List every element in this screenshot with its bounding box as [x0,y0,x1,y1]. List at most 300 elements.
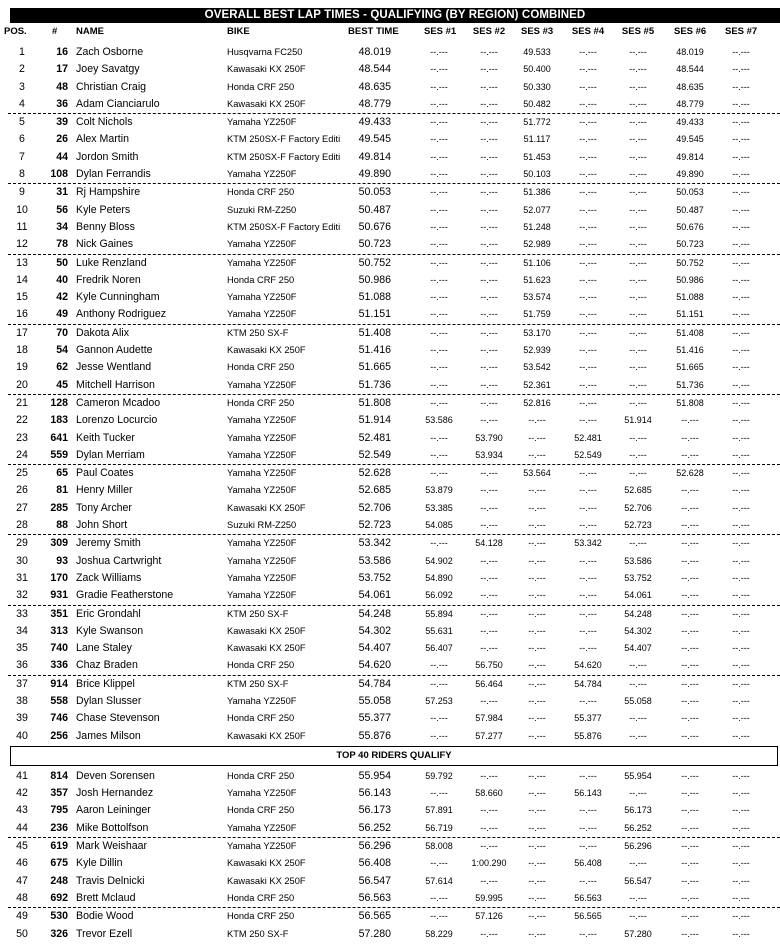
rider-number-cell: 62 [56,361,68,374]
results-table [0,44,780,943]
table-row [0,838,780,855]
session-3-cell: --.--- [528,520,546,531]
session-5-cell: 54.061 [624,590,652,601]
session-7-cell: --.--- [732,239,750,250]
bike-cell: Yamaha YZ250F [227,555,297,566]
rider-name-cell: Kyle Peters [76,203,131,216]
session-2-cell: --.--- [480,117,498,128]
position-cell: 20 [16,378,28,391]
session-1-cell: 56.092 [425,590,453,601]
session-5-cell: --.--- [629,187,647,198]
session-7-cell: --.--- [732,841,750,852]
session-6-cell: 48.544 [676,64,704,75]
session-5-cell: 57.280 [624,928,652,939]
session-3-cell: --.--- [528,805,546,816]
session-6-cell: --.--- [681,660,699,671]
rider-number-cell: 40 [56,273,68,286]
session-2-cell: 54.128 [475,538,503,549]
session-6-cell: --.--- [681,432,699,443]
rider-number-cell: 44 [56,150,68,163]
session-7-cell: --.--- [732,608,750,619]
rider-name-cell: Eric Grondahl [76,607,141,620]
rider-name-cell: Kyle Cunningham [76,291,160,304]
rider-number-cell: 559 [50,448,68,461]
best-time-cell: 51.151 [358,308,391,321]
table-row [0,802,780,819]
session-1-cell: 55.631 [425,625,453,636]
session-7-cell: --.--- [732,538,750,549]
col-ses-4: SES #4 [571,26,605,37]
position-cell: 36 [16,659,28,672]
bike-cell: Honda CRF 250 [227,187,295,198]
rider-number-cell: 914 [50,677,68,690]
table-row [0,219,780,236]
session-3-cell: --.--- [528,788,546,799]
best-time-cell: 56.563 [358,891,391,904]
table-row [0,79,780,96]
position-cell: 9 [19,186,25,199]
session-4-cell: --.--- [579,625,597,636]
rider-name-cell: Mark Weishaar [76,840,148,853]
bike-cell: Kawasaki KX 250F [227,875,306,886]
session-6-cell: --.--- [681,770,699,781]
session-4-cell: 55.377 [574,713,602,724]
bike-cell: Honda CRF 250 [227,805,295,816]
session-2-cell: --.--- [480,239,498,250]
session-1-cell: --.--- [430,892,448,903]
session-1-cell: 58.229 [425,928,453,939]
bike-cell: Yamaha YZ250F [227,822,297,833]
best-time-cell: 55.954 [358,769,391,782]
best-time-cell: 56.173 [358,804,391,817]
session-3-cell: 52.989 [523,239,551,250]
session-7-cell: --.--- [732,117,750,128]
bike-cell: Kawasaki KX 250F [227,502,306,513]
best-time-cell: 54.620 [358,659,391,672]
table-row [0,395,780,412]
session-7-cell: --.--- [732,572,750,583]
position-cell: 15 [16,291,28,304]
session-1-cell: --.--- [430,858,448,869]
session-6-cell: --.--- [681,695,699,706]
session-4-cell: --.--- [579,590,597,601]
session-5-cell: --.--- [629,98,647,109]
bike-cell: Kawasaki KX 250F [227,858,306,869]
position-cell: 43 [16,804,28,817]
session-2-cell: 57.277 [475,730,503,741]
bike-cell: Yamaha YZ250F [227,432,297,443]
rider-name-cell: John Short [76,519,128,532]
rider-number-cell: 49 [56,308,68,321]
session-5-cell: --.--- [629,730,647,741]
bike-cell: Suzuki RM-Z250 [227,520,297,531]
rider-number-cell: 34 [56,220,68,233]
table-row [0,131,780,148]
rider-name-cell: Mike Bottolfson [76,821,149,834]
session-6-cell: --.--- [681,520,699,531]
session-5-cell: --.--- [629,345,647,356]
position-cell: 5 [19,116,25,129]
bike-cell: Honda CRF 250 [227,892,295,903]
position-cell: 37 [16,677,28,690]
col-ses-2: SES #2 [472,26,506,37]
position-cell: 12 [16,238,28,251]
session-5-cell: --.--- [629,538,647,549]
rider-name-cell: Colt Nichols [76,116,133,129]
rider-number-cell: 128 [50,396,68,409]
session-7-cell: --.--- [732,327,750,338]
session-1-cell: --.--- [430,911,448,922]
session-6-cell: 49.890 [676,169,704,180]
session-3-cell: --.--- [528,643,546,654]
session-2-cell: --.--- [480,221,498,232]
session-5-cell: --.--- [629,449,647,460]
session-7-cell: --.--- [732,805,750,816]
session-2-cell: --.--- [480,397,498,408]
session-6-cell: 52.628 [676,468,704,479]
session-2-cell: --.--- [480,608,498,619]
rider-name-cell: Deven Sorensen [76,769,155,782]
bike-cell: Kawasaki KX 250F [227,625,306,636]
best-time-cell: 52.685 [358,484,391,497]
rider-name-cell: Aaron Leininger [76,804,151,817]
session-7-cell: --.--- [732,397,750,408]
session-4-cell: --.--- [579,397,597,408]
table-row [0,606,780,623]
session-5-cell: 53.752 [624,572,652,583]
table-row [0,820,780,837]
bike-cell: Yamaha YZ250F [227,449,297,460]
session-2-cell: --.--- [480,520,498,531]
position-cell: 31 [16,571,28,584]
session-4-cell: --.--- [579,502,597,513]
session-6-cell: --.--- [681,502,699,513]
session-7-cell: --.--- [732,257,750,268]
bike-cell: Honda CRF 250 [227,81,295,92]
bike-cell: KTM 250SX-F Factory Editi [227,134,341,145]
session-3-cell: 51.759 [523,309,551,320]
session-5-cell: --.--- [629,660,647,671]
table-row [0,693,780,710]
table-row [0,61,780,78]
session-5-cell: --.--- [629,788,647,799]
position-cell: 32 [16,589,28,602]
session-6-cell: 50.053 [676,187,704,198]
rider-name-cell: James Milson [76,729,141,742]
session-3-cell: --.--- [528,432,546,443]
rider-name-cell: Alex Martin [76,133,129,146]
session-7-cell: --.--- [732,81,750,92]
table-row [0,447,780,464]
session-6-cell: 51.665 [676,362,704,373]
best-time-cell: 56.252 [358,821,391,834]
session-6-cell: --.--- [681,625,699,636]
session-4-cell: 55.876 [574,730,602,741]
position-cell: 40 [16,729,28,742]
session-6-cell: --.--- [681,608,699,619]
session-4-cell: 52.549 [574,449,602,460]
session-3-cell: --.--- [528,485,546,496]
table-row [0,768,780,785]
session-6-cell: 51.088 [676,292,704,303]
position-cell: 30 [16,554,28,567]
session-1-cell: --.--- [430,788,448,799]
session-4-cell: 56.408 [574,858,602,869]
session-4-cell: 52.481 [574,432,602,443]
table-row [0,149,780,166]
best-time-cell: 53.752 [358,571,391,584]
session-5-cell: --.--- [629,713,647,724]
session-5-cell: --.--- [629,134,647,145]
best-time-cell: 50.752 [358,256,391,269]
session-5-cell: --.--- [629,432,647,443]
session-5-cell: --.--- [629,309,647,320]
session-6-cell: --.--- [681,572,699,583]
rider-name-cell: Fredrik Noren [76,273,141,286]
session-7-cell: --.--- [732,134,750,145]
table-row [0,657,780,674]
table-row [0,873,780,890]
session-6-cell: 51.736 [676,379,704,390]
rider-name-cell: Mitchell Harrison [76,378,155,391]
rider-number-cell: 26 [56,133,68,146]
session-4-cell: --.--- [579,555,597,566]
best-time-cell: 49.890 [358,168,391,181]
rider-number-cell: 692 [50,891,68,904]
table-row [0,166,780,183]
position-cell: 39 [16,712,28,725]
session-5-cell: --.--- [629,892,647,903]
session-7-cell: --.--- [732,432,750,443]
rider-name-cell: Gradie Featherstone [76,589,174,602]
session-4-cell: --.--- [579,805,597,816]
session-6-cell: --.--- [681,805,699,816]
session-5-cell: 56.296 [624,841,652,852]
rider-name-cell: Keith Tucker [76,431,135,444]
best-time-cell: 52.706 [358,501,391,514]
session-2-cell: --.--- [480,643,498,654]
session-6-cell: 51.416 [676,345,704,356]
rider-number-cell: 17 [56,63,68,76]
position-cell: 18 [16,344,28,357]
position-cell: 25 [16,467,28,480]
rider-name-cell: Benny Bloss [76,220,135,233]
session-5-cell: --.--- [629,379,647,390]
session-2-cell: --.--- [480,770,498,781]
session-1-cell: --.--- [430,274,448,285]
table-row [0,908,780,925]
position-cell: 4 [19,97,25,110]
session-5-cell: 56.173 [624,805,652,816]
session-2-cell: --.--- [480,257,498,268]
session-2-cell: --.--- [480,151,498,162]
rider-name-cell: Christian Craig [76,80,147,93]
session-5-cell: 54.248 [624,608,652,619]
session-2-cell: --.--- [480,98,498,109]
session-5-cell: --.--- [629,151,647,162]
session-3-cell: --.--- [528,713,546,724]
bike-cell: Honda CRF 250 [227,911,295,922]
session-6-cell: 50.487 [676,204,704,215]
session-5-cell: 53.586 [624,555,652,566]
session-2-cell: --.--- [480,81,498,92]
session-3-cell: 51.248 [523,221,551,232]
bike-cell: Honda CRF 250 [227,274,295,285]
table-row [0,926,780,943]
bike-cell: Kawasaki KX 250F [227,98,306,109]
session-1-cell: 57.253 [425,695,453,706]
session-7-cell: --.--- [732,151,750,162]
session-1-cell: --.--- [430,221,448,232]
position-cell: 21 [16,396,28,409]
session-2-cell: --.--- [480,64,498,75]
rider-number-cell: 108 [50,168,68,181]
rider-name-cell: Chaz Braden [76,659,138,672]
session-4-cell: --.--- [579,257,597,268]
best-time-cell: 51.808 [358,396,391,409]
session-6-cell: --.--- [681,555,699,566]
session-4-cell: --.--- [579,362,597,373]
best-time-cell: 51.088 [358,291,391,304]
best-time-cell: 52.723 [358,519,391,532]
position-cell: 28 [16,519,28,532]
position-cell: 8 [19,168,25,181]
table-row [0,855,780,872]
session-7-cell: --.--- [732,362,750,373]
rider-name-cell: Joey Savatgy [76,63,140,76]
rider-name-cell: Paul Coates [76,467,134,480]
bike-cell: KTM 250 SX-F [227,327,289,338]
bike-cell: Yamaha YZ250F [227,695,297,706]
session-3-cell: 52.077 [523,204,551,215]
session-1-cell: 55.894 [425,608,453,619]
bike-cell: Yamaha YZ250F [227,309,297,320]
session-6-cell: 50.723 [676,239,704,250]
rider-name-cell: Rj Hampshire [76,186,141,199]
table-row [0,430,780,447]
session-4-cell: 56.563 [574,892,602,903]
rider-name-cell: Adam Cianciarulo [76,97,160,110]
best-time-cell: 51.416 [358,344,391,357]
session-4-cell: --.--- [579,98,597,109]
rider-name-cell: Jesse Wentland [76,361,152,374]
session-1-cell: 54.890 [425,572,453,583]
rider-number-cell: 170 [50,571,68,584]
session-1-cell: 53.385 [425,502,453,513]
session-7-cell: --.--- [732,892,750,903]
col-best-time: BEST TIME [348,26,399,37]
session-2-cell: --.--- [480,590,498,601]
session-5-cell: 51.914 [624,415,652,426]
position-cell: 48 [16,891,28,904]
session-5-cell: --.--- [629,204,647,215]
session-4-cell: --.--- [579,274,597,285]
position-cell: 46 [16,857,28,870]
position-cell: 1 [19,46,25,58]
best-time-cell: 49.545 [358,133,391,146]
rider-number-cell: 31 [56,186,68,199]
session-1-cell: --.--- [430,187,448,198]
best-time-cell: 56.296 [358,840,391,853]
position-cell: 35 [16,642,28,655]
session-6-cell: --.--- [681,590,699,601]
session-2-cell: 53.934 [475,449,503,460]
session-3-cell: --.--- [528,590,546,601]
session-4-cell: 54.784 [574,678,602,689]
rider-name-cell: Dylan Merriam [76,448,145,461]
session-3-cell: --.--- [528,449,546,460]
session-6-cell: --.--- [681,911,699,922]
best-time-cell: 53.586 [358,554,391,567]
session-3-cell: --.--- [528,911,546,922]
session-5-cell: --.--- [629,117,647,128]
session-5-cell: --.--- [629,47,647,57]
bike-cell: Honda CRF 250 [227,713,295,724]
session-4-cell: 56.565 [574,911,602,922]
session-3-cell: --.--- [528,660,546,671]
session-2-cell: --.--- [480,204,498,215]
position-cell: 42 [16,787,28,800]
session-5-cell: --.--- [629,274,647,285]
best-time-cell: 48.019 [358,46,391,58]
best-time-cell: 48.544 [358,63,391,76]
session-2-cell: 57.126 [475,911,503,922]
position-cell: 11 [16,220,28,233]
best-time-cell: 48.779 [358,97,391,110]
bike-cell: Yamaha YZ250F [227,788,297,799]
session-7-cell: --.--- [732,98,750,109]
session-7-cell: --.--- [732,590,750,601]
best-time-cell: 56.565 [358,910,391,923]
rider-number-cell: 740 [50,642,68,655]
bike-cell: Yamaha YZ250F [227,415,297,426]
session-1-cell: --.--- [430,660,448,671]
column-header-row [0,24,780,39]
session-6-cell: 50.676 [676,221,704,232]
session-6-cell: --.--- [681,449,699,460]
session-4-cell: 53.342 [574,538,602,549]
position-cell: 26 [16,484,28,497]
rider-number-cell: 256 [50,729,68,742]
session-2-cell: --.--- [480,875,498,886]
rider-name-cell: Henry Miller [76,484,133,497]
rider-number-cell: 16 [56,46,68,58]
session-7-cell: --.--- [732,274,750,285]
session-4-cell: --.--- [579,415,597,426]
session-7-cell: --.--- [732,875,750,886]
best-time-cell: 54.248 [358,607,391,620]
rider-number-cell: 795 [50,804,68,817]
session-2-cell: 1:00.290 [471,858,507,869]
session-6-cell: 51.151 [676,309,704,320]
rider-name-cell: Cameron Mcadoo [76,396,161,409]
table-row [0,517,780,534]
rider-name-cell: Trevor Ezell [76,927,133,940]
rider-number-cell: 313 [50,624,68,637]
session-1-cell: --.--- [430,362,448,373]
bike-cell: Yamaha YZ250F [227,257,297,268]
best-time-cell: 50.676 [358,220,391,233]
session-4-cell: --.--- [579,204,597,215]
session-2-cell: --.--- [480,555,498,566]
session-5-cell: --.--- [629,257,647,268]
best-time-cell: 53.342 [358,537,391,550]
bike-cell: Kawasaki KX 250F [227,345,306,356]
session-4-cell: --.--- [579,841,597,852]
session-5-cell: --.--- [629,64,647,75]
best-time-cell: 52.628 [358,467,391,480]
session-6-cell: 51.408 [676,327,704,338]
